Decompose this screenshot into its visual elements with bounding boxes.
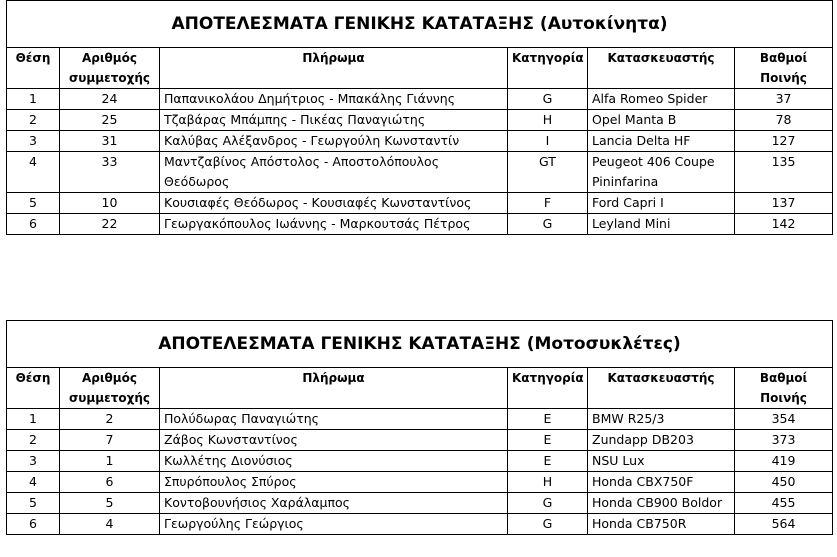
cell-manufacturer: Zundapp DB203 xyxy=(588,430,735,451)
cell-position: 5 xyxy=(7,193,60,214)
cell-manufacturer: Honda CB900 Boldor xyxy=(588,493,735,514)
cell-category: G xyxy=(508,214,588,235)
cell-category: I xyxy=(508,131,588,152)
cell-position: 3 xyxy=(7,131,60,152)
table-row xyxy=(7,193,833,214)
cell-manufacturer: Peugeot 406 Coupe Pininfarina xyxy=(588,152,735,193)
cell-entry-number: 6 xyxy=(60,472,160,493)
cell-manufacturer: NSU Lux xyxy=(588,451,735,472)
column-header-category: Κατηγορία xyxy=(508,368,588,409)
results-table-cars xyxy=(6,0,833,235)
cell-entry-number: 1 xyxy=(60,451,160,472)
column-header-category: Κατηγορία xyxy=(508,48,588,89)
cell-penalty-points: 450 xyxy=(735,472,833,493)
cell-position: 1 xyxy=(7,89,60,110)
cell-crew: Τζαβάρας Μπάμπης - Πικέας Παναγιώτης xyxy=(160,110,508,131)
cell-penalty-points: 137 xyxy=(735,193,833,214)
table-row xyxy=(7,451,833,472)
cell-position: 5 xyxy=(7,493,60,514)
cell-entry-number: 24 xyxy=(60,89,160,110)
column-header-crew: Πλήρωμα xyxy=(160,48,508,89)
column-header-penalty-points: Βαθμοί Ποινής xyxy=(735,48,833,89)
table-row xyxy=(7,214,833,235)
cell-position: 1 xyxy=(7,409,60,430)
column-header-crew: Πλήρωμα xyxy=(160,368,508,409)
cell-category: GT xyxy=(508,152,588,193)
cell-entry-number: 33 xyxy=(60,152,160,193)
column-header-entry-number: Αριθμός συμμετοχής xyxy=(60,48,160,89)
column-header-entry-number: Αριθμός συμμετοχής xyxy=(60,368,160,409)
cell-entry-number: 2 xyxy=(60,409,160,430)
cell-position: 2 xyxy=(7,430,60,451)
cell-penalty-points: 455 xyxy=(735,493,833,514)
column-header-position: Θέση xyxy=(7,48,60,89)
cell-penalty-points: 135 xyxy=(735,152,833,193)
cell-manufacturer: Honda CBX750F xyxy=(588,472,735,493)
cell-entry-number: 5 xyxy=(60,493,160,514)
table-row xyxy=(7,152,833,193)
cell-crew: Γεωργακόπουλος Ιωάννης - Μαρκουτσάς Πέτρος xyxy=(160,214,508,235)
cell-crew: Σπυρόπουλος Σπύρος xyxy=(160,472,508,493)
cell-crew: Παπανικολάου Δημήτριος - Μπακάλης Γιάννης xyxy=(160,89,508,110)
cell-crew: Γεωργούλης Γεώργιος xyxy=(160,514,508,535)
cell-category: F xyxy=(508,193,588,214)
cell-entry-number: 4 xyxy=(60,514,160,535)
cell-manufacturer: Lancia Delta HF xyxy=(588,131,735,152)
table-row xyxy=(7,430,833,451)
cell-category: E xyxy=(508,430,588,451)
cell-entry-number: 7 xyxy=(60,430,160,451)
cell-category: E xyxy=(508,451,588,472)
cell-position: 4 xyxy=(7,472,60,493)
table-row xyxy=(7,472,833,493)
cell-crew: Κοντοβουνήσιος Χαράλαμπος xyxy=(160,493,508,514)
cell-penalty-points: 127 xyxy=(735,131,833,152)
cell-penalty-points: 419 xyxy=(735,451,833,472)
cell-entry-number: 25 xyxy=(60,110,160,131)
table-row xyxy=(7,514,833,535)
cell-position: 2 xyxy=(7,110,60,131)
table-row xyxy=(7,409,833,430)
table-row xyxy=(7,110,833,131)
results-table-motorcycles xyxy=(6,320,833,535)
column-header-manufacturer: Κατασκευαστής xyxy=(588,368,735,409)
cell-penalty-points: 354 xyxy=(735,409,833,430)
cell-crew: Κουσιαφές Θεόδωρος - Κουσιαφές Κωνσταντίνος xyxy=(160,193,508,214)
table-title: ΑΠΟΤΕΛΕΣΜΑΤΑ ΓΕΝΙΚΗΣ ΚΑΤΑΤΑΞΗΣ (Μοτοσυκλέτες) xyxy=(7,321,833,368)
cell-category: E xyxy=(508,409,588,430)
cell-entry-number: 31 xyxy=(60,131,160,152)
cell-position: 6 xyxy=(7,214,60,235)
cell-manufacturer: Opel Manta B xyxy=(588,110,735,131)
cell-penalty-points: 142 xyxy=(735,214,833,235)
column-header-penalty-points: Βαθμοί Ποινής xyxy=(735,368,833,409)
cell-penalty-points: 78 xyxy=(735,110,833,131)
table-row xyxy=(7,493,833,514)
cell-manufacturer: Honda CB750R xyxy=(588,514,735,535)
table-row xyxy=(7,89,833,110)
cell-manufacturer: Alfa Romeo Spider xyxy=(588,89,735,110)
cell-crew: Καλύβας Αλέξανδρος - Γεωργούλη Κωνσταντίν xyxy=(160,131,508,152)
cell-category: H xyxy=(508,472,588,493)
table-title: ΑΠΟΤΕΛΕΣΜΑΤΑ ΓΕΝΙΚΗΣ ΚΑΤΑΤΑΞΗΣ (Αυτοκίνητα) xyxy=(7,1,833,48)
cell-penalty-points: 373 xyxy=(735,430,833,451)
cell-category: G xyxy=(508,89,588,110)
cell-crew: Πολύδωρας Παναγιώτης xyxy=(160,409,508,430)
cell-category: G xyxy=(508,514,588,535)
cell-crew: Μαντζαβίνος Απόστολος - Αποστολόπουλος Θεόδωρος xyxy=(160,152,508,193)
cell-manufacturer: Ford Capri I xyxy=(588,193,735,214)
table-row xyxy=(7,131,833,152)
cell-position: 3 xyxy=(7,451,60,472)
cell-crew: Ζάβος Κωνσταντίνος xyxy=(160,430,508,451)
cell-manufacturer: BMW R25/3 xyxy=(588,409,735,430)
cell-category: H xyxy=(508,110,588,131)
cell-entry-number: 22 xyxy=(60,214,160,235)
column-header-position: Θέση xyxy=(7,368,60,409)
cell-manufacturer: Leyland Mini xyxy=(588,214,735,235)
cell-penalty-points: 37 xyxy=(735,89,833,110)
cell-entry-number: 10 xyxy=(60,193,160,214)
cell-position: 4 xyxy=(7,152,60,193)
cell-category: G xyxy=(508,493,588,514)
cell-penalty-points: 564 xyxy=(735,514,833,535)
cell-position: 6 xyxy=(7,514,60,535)
cell-crew: Κωλλέτης Διονύσιος xyxy=(160,451,508,472)
column-header-manufacturer: Κατασκευαστής xyxy=(588,48,735,89)
